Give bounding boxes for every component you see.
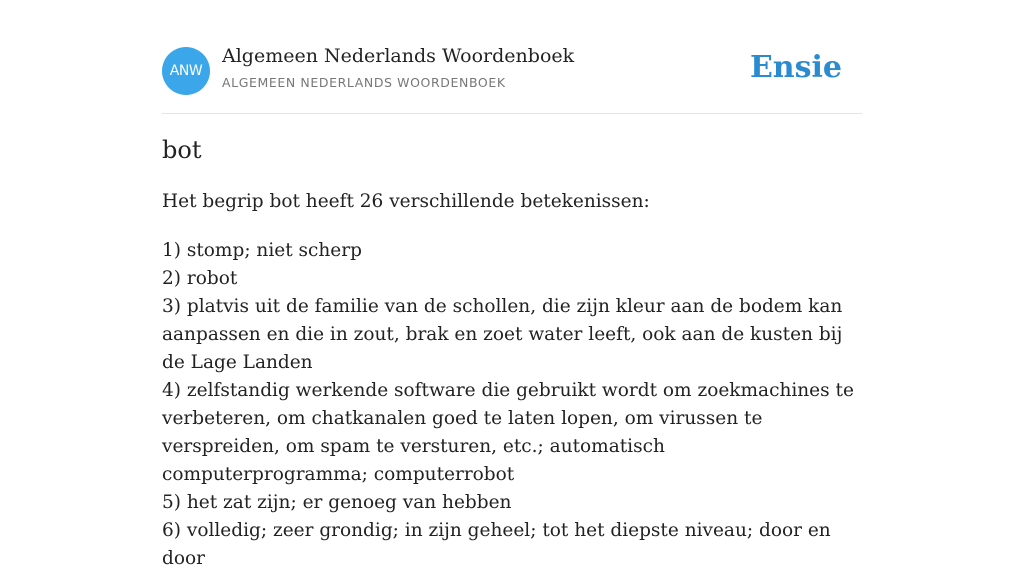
anw-logo[interactable]: ANW xyxy=(162,47,210,95)
source-subtitle: ALGEMEEN NEDERLANDS WOORDENBOEK xyxy=(222,75,506,90)
meaning-item: 5) het zat zijn; er genoeg van hebben xyxy=(162,492,512,513)
meaning-item: 1) stomp; niet scherp xyxy=(162,240,362,261)
meaning-item: 4) zelfstandig werkende software die gebruikt wordt om zoekmachines te verbeteren, om chatkanalen goed te laten lopen, om virussen te verspreiden, om spam te versturen, etc.; automatisch computerprogramma; computerrobot xyxy=(162,380,854,485)
meanings-list xyxy=(162,237,862,573)
ensie-brand-logo[interactable]: Ensie xyxy=(749,50,842,85)
content-container xyxy=(162,0,862,569)
headword: bot xyxy=(162,136,202,164)
site-header xyxy=(162,0,862,114)
meanings-intro: Het begrip bot heeft 26 verschillende betekenissen: xyxy=(162,191,650,212)
meaning-item: 3) platvis uit de familie van de schollen, die zijn kleur aan de bodem kan aanpassen en die in zout, brak en zoet water leeft, ook aan de kusten bij de Lage Landen xyxy=(162,296,843,373)
meaning-item: 2) robot xyxy=(162,268,238,289)
meaning-item: 6) volledig; zeer grondig; in zijn geheel; tot het diepste niveau; door en door xyxy=(162,520,831,569)
source-title[interactable]: Algemeen Nederlands Woordenboek xyxy=(222,45,575,67)
